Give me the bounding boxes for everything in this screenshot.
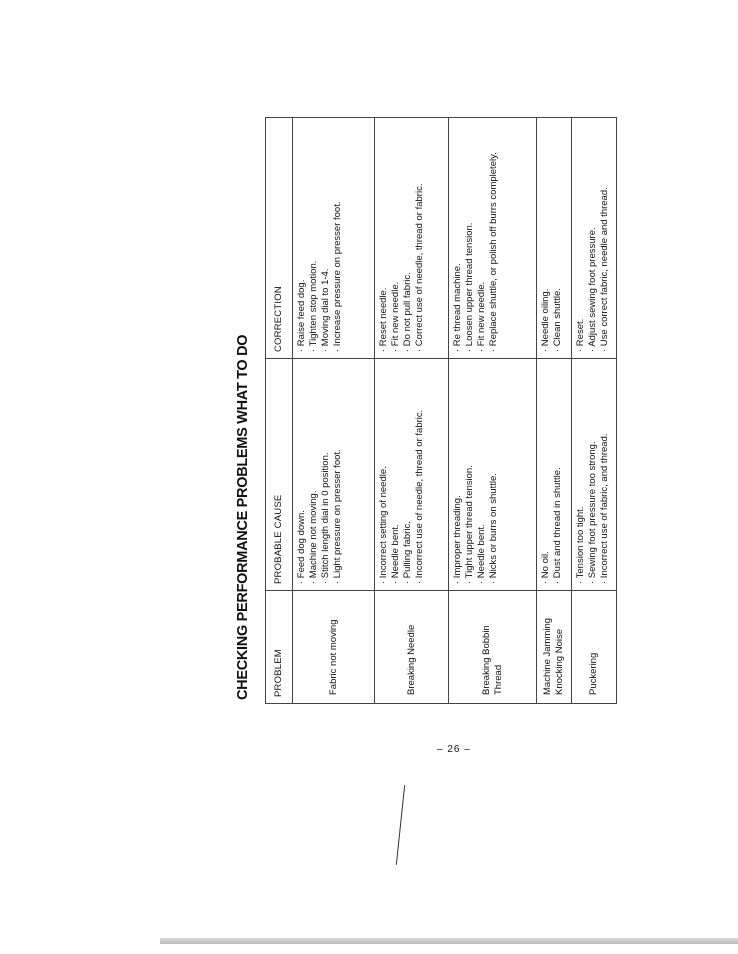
cause-item: · Incorrect use of needle, thread or fabric. <box>414 365 426 584</box>
correction-item: · Clean shuttle. <box>552 124 564 352</box>
rotated-page-content <box>235 118 610 704</box>
header-correction: CORRECTION <box>266 118 293 359</box>
table-row <box>449 118 537 704</box>
correction-item: · Increase pressure on presser foot. <box>332 124 344 352</box>
header-problem: PROBLEM <box>266 591 293 704</box>
problem-cell: Machine Jamming Knocking Noise <box>537 591 572 704</box>
cause-cell <box>537 359 572 591</box>
scan-edge-shadow <box>160 938 738 944</box>
cause-item: · Pulling fabric. <box>402 365 414 584</box>
cause-cell <box>572 359 617 591</box>
correction-item: · Use correct fabric, needle and thread. <box>599 124 611 352</box>
correction-item: · Tighten stop motion. <box>308 124 320 352</box>
correction-item: · Moving dial to 1-4. <box>320 124 332 352</box>
troubleshooting-table <box>265 117 617 704</box>
cause-item: · Dust and thread in shuttle. <box>552 365 564 584</box>
correction-item: · Reset. <box>575 124 587 352</box>
correction-cell <box>572 118 617 359</box>
cause-item: · Tension too tight. <box>575 365 587 584</box>
cause-item: · Sewing foot pressure too strong. <box>587 365 599 584</box>
correction-item: · Reset needle. <box>378 124 390 352</box>
correction-item: · Raise feed dog. <box>296 124 308 352</box>
table-row <box>537 118 572 704</box>
correction-item: · Loosen upper thread tension. <box>464 124 476 352</box>
page-title: CHECKING PERFORMANCE PROBLEMS WHAT TO DO <box>235 334 251 700</box>
cause-item: · Feed dog down. <box>296 365 308 584</box>
problem-cell: Fabric not moving <box>293 591 375 704</box>
correction-item: · Fit new needle. <box>476 124 488 352</box>
cause-item: · Incorrect setting of needle. <box>378 365 390 584</box>
cause-item: · Improper threading. <box>452 365 464 584</box>
header-probable-cause: PROBABLE CAUSE <box>266 359 293 591</box>
correction-item: · Adjust sewing foot pressure. <box>587 124 599 352</box>
cause-item: · Light pressure on presser foot. <box>332 365 344 584</box>
correction-item: · Re thread machine. <box>452 124 464 352</box>
table-header-row <box>266 118 293 704</box>
cause-cell <box>449 359 537 591</box>
correction-cell <box>537 118 572 359</box>
cause-item: · Machine not moving. <box>308 365 320 584</box>
page-number: – 26 – <box>437 744 471 755</box>
cause-item: · Nicks or burrs on shuttle. <box>488 365 500 584</box>
cause-item: · Incorrect use of fabric, and thread. <box>599 365 611 584</box>
cause-item: · Needle bent. <box>476 365 488 584</box>
cause-item: · Needle bent. <box>390 365 402 584</box>
cause-item: · No oil. <box>540 365 552 584</box>
cause-cell <box>293 359 375 591</box>
correction-item: · Needle oiling. <box>540 124 552 352</box>
correction-cell <box>293 118 375 359</box>
correction-cell <box>449 118 537 359</box>
problem-cell: Breaking Needle <box>375 591 449 704</box>
table-row <box>572 118 617 704</box>
correction-item: · Do not pull fabric. <box>402 124 414 352</box>
correction-item: · Correct use of needle, thread or fabric. <box>414 124 426 352</box>
correction-item: · Fit new needle. <box>390 124 402 352</box>
table-row <box>293 118 375 704</box>
scan-mark <box>396 785 405 865</box>
cause-cell <box>375 359 449 591</box>
cause-item: · Tight upper thread tension. <box>464 365 476 584</box>
problem-cell: Breaking Bobbin Thread <box>449 591 537 704</box>
correction-cell <box>375 118 449 359</box>
cause-item: · Stitch length dial in 0 position. <box>320 365 332 584</box>
problem-cell: Puckering <box>572 591 617 704</box>
table-row <box>375 118 449 704</box>
correction-item: · Replace shuttle, or polish off burrs completely. <box>488 124 500 352</box>
